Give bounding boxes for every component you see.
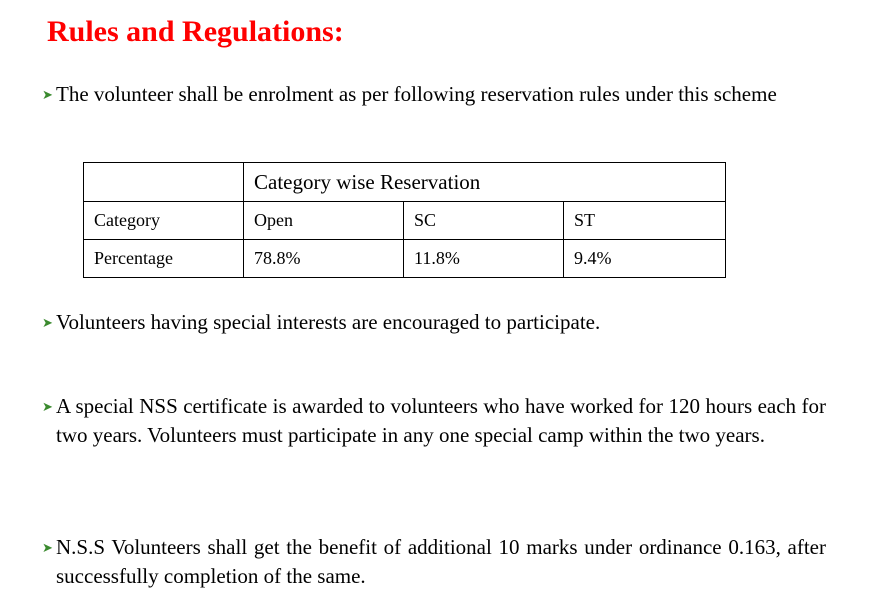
- table-cell: 78.8%: [244, 240, 404, 278]
- rule-paragraph-interests: [42, 308, 826, 337]
- table-corner-cell: [84, 163, 244, 202]
- table-header-cell: Category wise Reservation: [244, 163, 726, 202]
- table-row: [84, 202, 726, 240]
- table-row-label: Percentage: [84, 240, 244, 278]
- rule-text: A special NSS certificate is awarded to volunteers who have worked for 120 hours each for two years. Volunteers must participate in any one special camp within the two years.: [56, 394, 826, 447]
- arrowhead-bullet-icon: ➤: [42, 315, 53, 330]
- table-cell: Open: [244, 202, 404, 240]
- rule-paragraph-certificate: [42, 392, 826, 450]
- arrowhead-bullet-icon: ➤: [42, 87, 53, 102]
- reservation-table: [83, 162, 726, 278]
- arrowhead-bullet-icon: ➤: [42, 540, 53, 555]
- rule-paragraph-marks: [42, 533, 826, 591]
- arrowhead-bullet-icon: ➤: [42, 399, 53, 414]
- table-row-label: Category: [84, 202, 244, 240]
- rule-text: The volunteer shall be enrolment as per following reservation rules under this scheme: [56, 82, 777, 106]
- table-cell: SC: [404, 202, 564, 240]
- page-title: Rules and Regulations:: [47, 15, 344, 48]
- table-cell: 9.4%: [564, 240, 726, 278]
- rule-paragraph-enrolment: [42, 80, 826, 109]
- table-cell: 11.8%: [404, 240, 564, 278]
- table-header-row: [84, 163, 726, 202]
- table-row: [84, 240, 726, 278]
- table-cell: ST: [564, 202, 726, 240]
- rule-text: N.S.S Volunteers shall get the benefit of additional 10 marks under ordinance 0.163, after successfully completion of the same.: [56, 535, 826, 588]
- rule-text: Volunteers having special interests are encouraged to participate.: [56, 310, 601, 334]
